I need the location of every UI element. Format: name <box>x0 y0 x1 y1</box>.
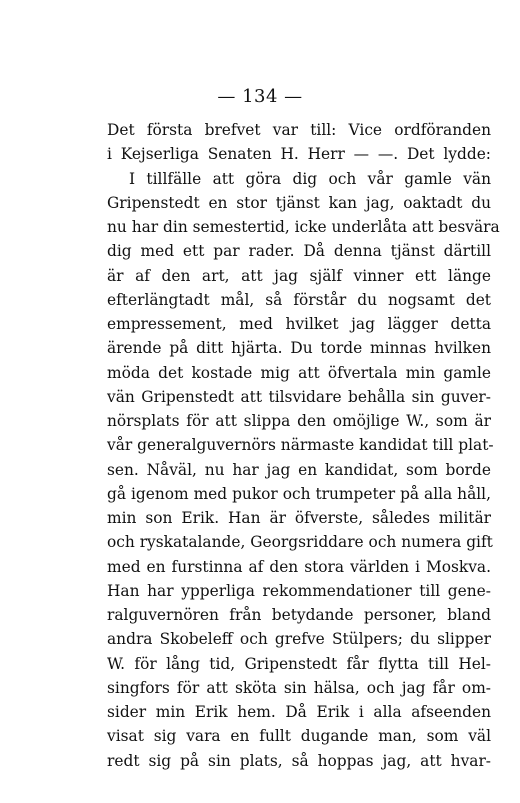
text-line: min son Erik. Han är öfverste, således militär <box>107 509 491 527</box>
text-line: och ryskatalande, Georgsriddare och numera gift <box>107 533 493 552</box>
body-text <box>107 118 500 773</box>
text-line: Gripenstedt en stor tjänst kan jag, oaktadt du <box>107 193 491 212</box>
text-line: är af den art, att jag själf vinner ett länge <box>107 266 491 285</box>
text-line: i Kejserliga Senaten H. Herr — —. Det lydde: <box>107 145 491 164</box>
text-line: ralguvernören från betydande personer, bland <box>107 606 491 624</box>
text-line: Det första brefvet var till: Vice ordföranden <box>107 121 491 139</box>
text-line: redt sig på sin plats, så hoppas jag, att hvar- <box>107 751 491 770</box>
text-line: möda det kostade mig att öfvertala min gamle <box>107 363 491 382</box>
text-line: efterlängtadt mål, så förstår du nogsamt det <box>107 290 491 309</box>
text-line: nu har din semestertid, icke underlåta att besvära <box>107 218 500 236</box>
text-line: ärende på ditt hjärta. Du torde minnas hvilken <box>107 339 491 358</box>
text-line: Han har ypperliga rekommendationer till gene- <box>107 581 491 600</box>
text-line: vän Gripenstedt att tilsvidare behålla sin guver- <box>107 387 491 406</box>
text-line: I tillfälle att göra dig och vår gamle vän <box>129 169 491 188</box>
text-line: empressement, med hvilket jag lägger detta <box>107 315 491 333</box>
text-line: visat sig vara en fullt dugande man, som väl <box>107 727 491 746</box>
text-line: W. för lång tid, Gripenstedt får flytta till Hel- <box>107 654 491 673</box>
text-line: nörsplats för att slippa den omöjlige W., som är <box>107 412 491 430</box>
text-line: gå igenom med pukor och trumpeter på alla håll, <box>107 484 491 503</box>
text-line: sider min Erik hem. Då Erik i alla afseenden <box>107 703 491 721</box>
text-line: singfors för att sköta sin hälsa, och jag får om- <box>107 678 491 697</box>
text-line: sen. Nåväl, nu har jag en kandidat, som borde <box>107 460 491 479</box>
text-line: med en furstinna af den stora världen i Moskva. <box>107 557 491 576</box>
page-number: — 134 — <box>217 86 303 107</box>
text-line: dig med ett par rader. Då denna tjänst därtill <box>107 242 491 261</box>
text-line: vår generalguvernörs närmaste kandidat till plat- <box>107 436 494 455</box>
text-line: andra Skobeleff och grefve Stülpers; du slipper <box>107 630 491 649</box>
